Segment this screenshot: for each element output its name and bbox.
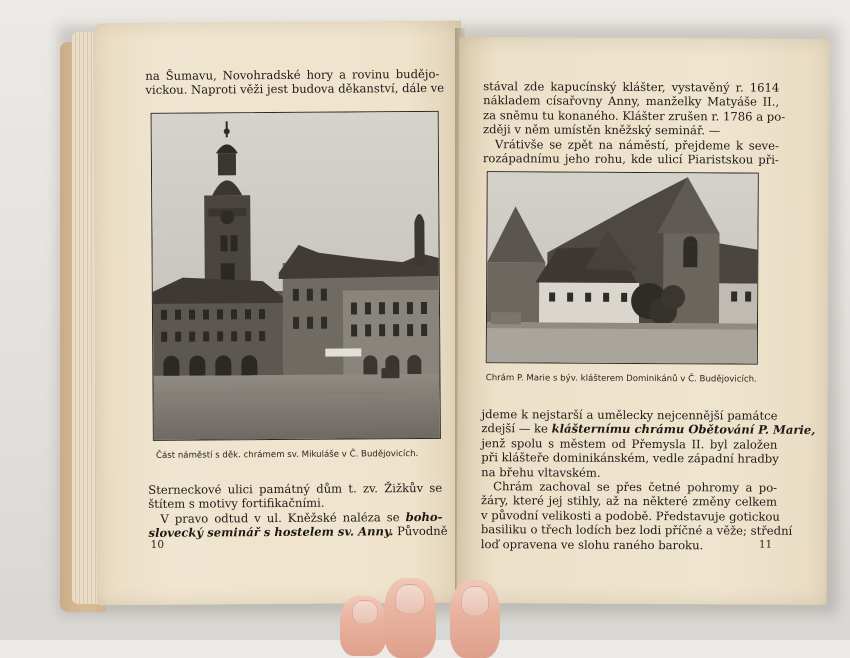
text-line: rozápadnímu jeho rohu, kde ulicí Piaristskou při- (482, 151, 779, 167)
text-line (148, 481, 442, 497)
text-line: na Šumavu, Novohradské hory a rovinu budějo- (145, 66, 440, 83)
text-run: zdejší — ke (481, 421, 552, 436)
text-run: Původně (393, 524, 448, 539)
text-run: Chrám zachoval se přes četné pohromy a po- (493, 479, 778, 495)
page-number-right: 11 (758, 538, 773, 551)
emphasis-run: boho- (405, 509, 443, 524)
fingernail-middle (395, 584, 425, 614)
right-page (457, 37, 830, 605)
photo-church-of-virgin-mary-image (487, 172, 758, 363)
right-top-paragraph (482, 79, 786, 167)
emphasis-run: klášternímu chrámu Obětování P. Marie, (551, 421, 816, 438)
left-bottom-paragraph (148, 480, 448, 541)
text-line (481, 450, 777, 466)
text-line (480, 522, 793, 538)
text-line: Vrátivše se zpět na náměstí, přejdeme k seve- (494, 136, 779, 153)
text-line (481, 493, 777, 509)
text-run: jdeme k nejstarší a umělecky nejcennější památce (481, 407, 778, 423)
text-run: v původní velikosti a podobě. Představuje gotickou (480, 507, 780, 524)
text-run: V pravo odtud v ul. Kněžské naléza se (160, 509, 406, 526)
text-line: za sněmu tu konaného. Klášter zrušen r. 1786 a po- (483, 107, 786, 124)
photo-church-of-virgin-mary (486, 171, 759, 364)
text-line (481, 479, 777, 495)
text-line (481, 537, 777, 553)
text-line (480, 507, 780, 524)
photo-square-mikulas-church (151, 111, 441, 441)
fingernail-left (352, 600, 378, 624)
left-top-paragraph (145, 66, 445, 98)
text-run: jenž spolu s městem od Přemysla II. byl založen (481, 435, 778, 452)
text-line (481, 421, 816, 438)
text-run: žáry, které jej stihly, až na některé změny celkem (481, 493, 778, 510)
photo-square-mikulas-church-image (152, 112, 440, 440)
right-photo-caption: Chrám P. Marie s býv. klášterem Dominikánů v Č. Budějovicích. (485, 373, 757, 385)
text-line (148, 524, 448, 541)
text-run: Sterneckové ulici památný dům t. zv. Žižkův se (148, 480, 443, 497)
text-line: stával zde kapucínský klášter, vystavěný r. 1614 (483, 79, 780, 95)
text-run: při klášteře dominikánském, vedle západní hradby (481, 450, 779, 466)
text-line: nákladem císařovny Anny, manželky Matyáše II., (483, 93, 780, 110)
text-run: loď opravena ve slohu raného baroku. (480, 536, 704, 552)
text-run: basiliku o třech lodích bez lodi příčné a věže; střední (480, 522, 793, 538)
text-line (481, 407, 777, 423)
text-line (481, 465, 777, 481)
text-run: na břehu vltavském. (481, 464, 601, 480)
text-line (481, 436, 777, 452)
right-bottom-paragraph (480, 407, 816, 552)
page-number-left: 10 (150, 538, 165, 551)
emphasis-run: slovecký seminář s hostelem sv. Anny. (148, 524, 394, 541)
fingernail-right (461, 586, 489, 616)
text-run: štítem s motivy fortifikačními. (148, 496, 325, 512)
left-page (93, 21, 465, 606)
text-line: zději v něm umístěn kněžský seminář. — (482, 122, 721, 138)
text-line: vickou. Naproti věži jest budova děkanství, dále ve (145, 81, 445, 98)
left-photo-caption: Část náměstí s děk. chrámem sv. Mikuláše v Č. Budějovicích. (155, 449, 419, 461)
